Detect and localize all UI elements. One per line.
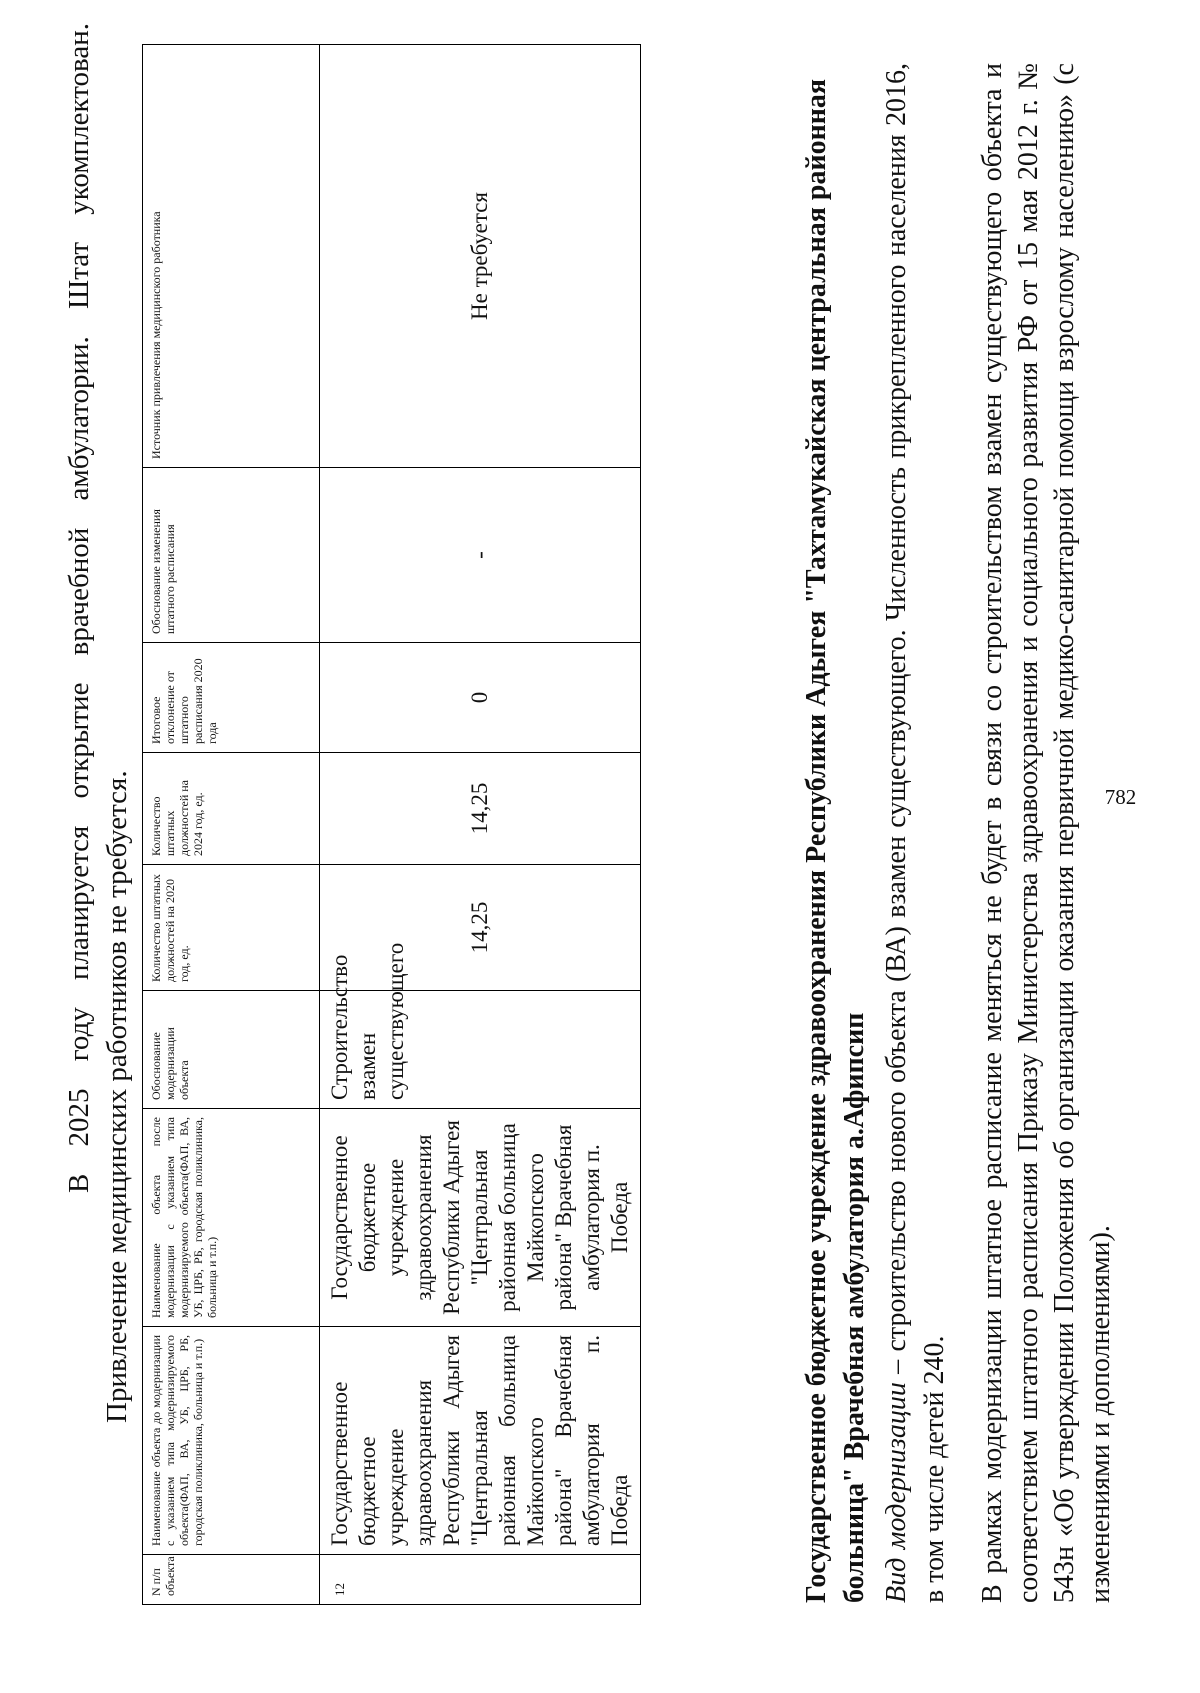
modernization-text: – строительство нового объекта (ВА) взамен существующего. Численность прикрепленного населения 2016, в том числе детей 240. [881, 62, 950, 1603]
cell-number: 12 [320, 1555, 641, 1605]
header-cell-number: N п/п объекта [143, 1555, 320, 1605]
page-number: 782 [1104, 784, 1137, 809]
header-cell-deviation: Итоговое отклонение от штатного расписания 2020 года [143, 643, 320, 753]
cell-change-reason: - [320, 468, 641, 643]
table-header-row [143, 45, 320, 1605]
cell-source: Не требуется [320, 45, 641, 468]
cell-staff-2020: 14,25 [320, 865, 641, 991]
intro-paragraph [60, 23, 136, 1423]
table-row [320, 45, 641, 1605]
cell-before: Государственное бюджетное учреждение здравоохранения Республики Адыгея "Центральная районная больница Майкопского района" Врачебная амбулатория п. Победа [320, 1327, 641, 1555]
section-heading: Государственное бюджетное учреждение здравоохранения Республики Адыгея "Тахтамукайская центральная районная больница" Врачебная амбулатория а.Афипсип [801, 78, 870, 1603]
cell-after: Государственное бюджетное учреждение здравоохранения Республики Адыгея "Центральная районная больница Майкопского района" Врачебная амбулатория п. Победа [320, 1109, 641, 1327]
cell-staff-2024: 14,25 [320, 753, 641, 865]
staffing-table [142, 44, 641, 1605]
staffing-paragraph: В рамках модернизации штатное расписание меняться не будет в связи со строительством взамен существующего объекта и соответствием штатного расписания Приказу Министерства здравоохранения и социального развития РФ от 15 мая 2012 г. № 543н «Об утверждении Положения об организации оказания первичной медико-санитарной помощи взрослому населению» (с изменениями и дополнениями). [977, 63, 1116, 1603]
cell-deviation: 0 [320, 643, 641, 753]
cell-justification: Строительство взамен существующего [320, 991, 641, 1109]
modernization-paragraph [878, 63, 954, 1603]
header-cell-change-reason: Обоснование изменения штатного расписания [143, 468, 320, 643]
header-cell-justification: Обоснование модернизации объекта [143, 991, 320, 1109]
header-cell-before: Наименование объекта до модернизации с указанием типа модернизируемого объекта(ФАП, ВА, УБ, ЦРБ, РБ, городская поликлиника, больница и т.п.) [143, 1327, 320, 1555]
header-cell-after: Наименование объекта после модернизации с указанием типа модернизируемого объекта(ФАП, ВА, УБ, ЦРБ, РБ, городская поликлиника, больница и т.п.) [143, 1109, 320, 1327]
modernization-label: Вид модернизации [881, 1382, 912, 1603]
header-cell-source: Источник привлечения медицинского работника [143, 45, 320, 468]
header-cell-staff-2020: Количество штатных должностей на 2020 год, ед. [143, 865, 320, 991]
header-cell-staff-2024: Количество штатных должностей на 2024 год, ед. [143, 753, 320, 865]
intro-text: В 2025 году планируется открытие врачебной амбулатории. Штат укомплектован. Привлечение медицинских работников не требуется. [63, 23, 133, 1423]
